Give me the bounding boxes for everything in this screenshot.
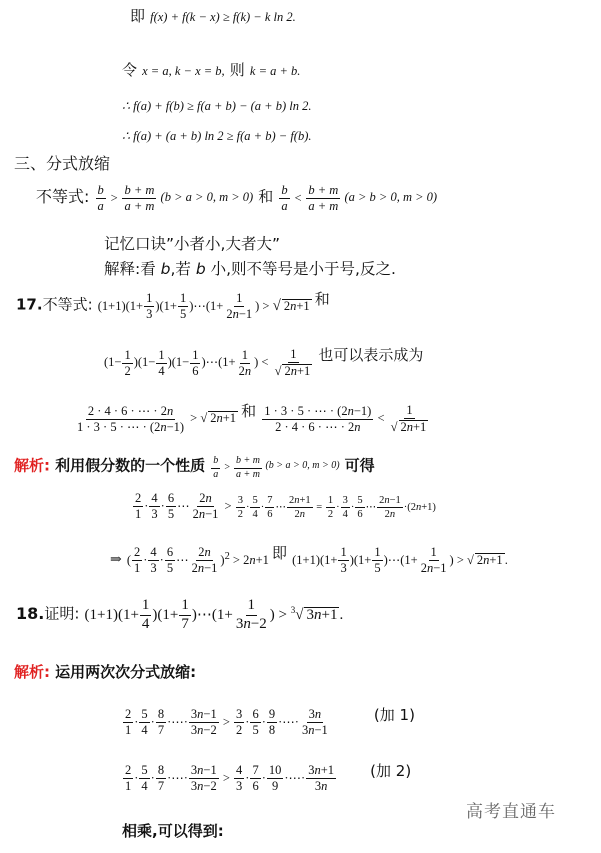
p18-formula: (1+1)(1+ $\frac{1}{4}$ )(1+ $\frac{1}{7}$ )⋯(1+ $\frac{1}{3n-2}$ ) > $^3$√ 3n+1 .: [84, 597, 344, 632]
ineq-formula-1: $\frac{b}{a}$ > $\frac{b + m}{a + m}$: [97, 183, 155, 214]
problem-18: [16, 598, 343, 633]
p17-lead: 不等式:: [42, 295, 93, 314]
solution-17-conclusion: [110, 546, 508, 575]
solution-18-step2: [122, 764, 411, 793]
problem-17: [16, 292, 330, 321]
p17-formula-2: (1− $\frac{1}{2}$ )(1− $\frac{1}{4}$ )(1− $\frac{1}{6}$ )⋯(1+ $\frac{1}{2n}$ ) < $\frac{1}{√ 2n+1}$: [104, 347, 311, 379]
watermark: 高考直通车: [466, 802, 556, 822]
sol18-formula-2: $\frac{2}{1}$ · $\frac{5}{4}$ · $\frac{8}{7}$ ·⋯· $\frac{3n-1}{3n-2}$ > $\frac{4}{3}$ · $\frac{7}{6}$ · $\frac{10}{9}$ ·⋯· $\frac{3n+1}{3n}$: [125, 763, 335, 794]
line-1: [130, 8, 296, 24]
ineq-he: 和: [258, 187, 274, 206]
p18-lead: 证明:: [44, 604, 80, 623]
solution-17: [14, 456, 375, 480]
sol17-tail: 可得: [344, 456, 375, 475]
p17-he2: 和: [241, 402, 257, 420]
result-k: k = a + b.: [249, 64, 301, 78]
line-4: ∴ f(a) + (a + b) ln 2 ≥ f(a + b) − f(b).: [122, 129, 312, 143]
sol18-text: 运用两次次分式放缩:: [55, 663, 197, 681]
sol17-formula-3: ( $\frac{2}{1}$ · $\frac{4}{3}$ · $\frac{6}{5}$ ⋯ $\frac{2n}{2n-1}$ )$^2$ > 2n+1: [126, 545, 273, 576]
solution-17-chain: [132, 492, 436, 521]
explain-e: 小,则不等号是小于号,反之.: [205, 260, 396, 278]
lead-ze: 则: [229, 61, 245, 79]
p18-num: 18.: [16, 604, 45, 624]
problem-17-products: [74, 404, 431, 434]
line-2: [122, 62, 300, 78]
sol17-formula-1: $\frac{2}{1}$ · $\frac{4}{3}$ · $\frac{6}{5}$ ⋯ $\frac{2n}{2n-1}$ >: [135, 491, 235, 522]
ineq-lead: 不等式:: [36, 187, 90, 206]
explain-c: ,若: [170, 260, 196, 278]
explain-d: b: [195, 260, 206, 278]
sol17-implies: ⇒: [110, 552, 122, 568]
sol17-text: 利用假分数的一个性质: [55, 456, 206, 475]
multiply-line: 相乘,可以得到:: [122, 822, 224, 840]
sol17-ji: 即: [272, 544, 288, 562]
problem-17-alt: [104, 348, 423, 378]
explanation: [104, 262, 396, 278]
sol17-cond: (b > a > 0, m > 0): [265, 459, 340, 471]
p17-he: 和: [314, 290, 330, 308]
sol17-tag: 解析:: [14, 456, 50, 475]
sol17-property: $\frac{b}{a}$ > $\frac{b + m}{a + m}$: [213, 455, 260, 480]
explain-a: 解释:看: [104, 260, 161, 278]
ineq-cond-2: (a > b > 0, m > 0): [344, 189, 438, 204]
ineq-cond-1: (b > a > 0, m > 0): [160, 189, 254, 204]
sol18-tag: 解析:: [14, 663, 50, 681]
p17-formula-3: $\frac{2 \cdot 4 \cdot 6 \cdot \cdots \cdot 2n}{1 \cdot 3 \cdot 5 \cdot \cdots \cdot (2n-1)}$ > √ 2n+1: [77, 403, 237, 434]
add-2-note: (加 2): [370, 762, 412, 780]
solution-18: [14, 664, 196, 680]
explain-b: b: [160, 260, 171, 278]
lead-ji: 即: [130, 7, 146, 25]
section-3-title: 三、分式放缩: [14, 154, 111, 173]
sol18-formula-1: $\frac{2}{1}$ · $\frac{5}{4}$ · $\frac{8}{7}$ ·⋯· $\frac{3n-1}{3n-2}$ > $\frac{3}{2}$ · $\frac{6}{5}$ · $\frac{9}{8}$ ·⋯· $\frac{3n}{3n-1}$: [125, 707, 328, 738]
inequality-line: [36, 184, 437, 213]
line-3: ∴ f(a) + f(b) ≥ f(a + b) − (a + b) ln 2.: [122, 99, 312, 113]
lead-ling: 令: [122, 61, 138, 79]
formula-1: f(x) + f(k − x) ≥ f(k) − k ln 2.: [150, 10, 296, 24]
mnemonic: 记忆口诀”小者小,大者大”: [104, 235, 280, 253]
substitution: x = a, k − x = b,: [142, 64, 225, 78]
add-1-note: (加 1): [373, 706, 415, 724]
p17-num: 17.: [16, 295, 43, 314]
sol17-formula-4: (1+1)(1+ $\frac{1}{3}$ )(1+ $\frac{1}{5}$ )⋯(1+ $\frac{1}{2n-1}$ ) > √ 2n+1 .: [292, 545, 508, 576]
p17-also: 也可以表示成为: [318, 346, 424, 364]
sol17-formula-2: $\frac{3}{2}$ · $\frac{5}{4}$ · $\frac{7}{6}$ ⋯ $\frac{2n+1}{2n}$ = $\frac{1}{2}$ · $\frac{3}{4}$ · $\frac{5}{6}$ ⋯ $\frac{2n-1}{2n}$ ·(2n+1): [237, 494, 436, 520]
p17-formula-1: (1+1)(1+ $\frac{1}{3}$ )(1+ $\frac{1}{5}$ )⋯(1+ $\frac{1}{2n-1}$ ) > √ 2n+1: [97, 291, 310, 322]
ineq-formula-2: $\frac{b}{a}$ < $\frac{b + m}{a + m}$: [281, 183, 339, 214]
p17-formula-4: $\frac{1 \cdot 3 \cdot 5 \cdot \cdots \cdot (2n-1)}{2 \cdot 4 \cdot 6 \cdot \cdots \cdot 2n}$ < $\frac{1}{√ 2n+1}$: [264, 403, 427, 435]
solution-18-step1: [122, 708, 415, 737]
